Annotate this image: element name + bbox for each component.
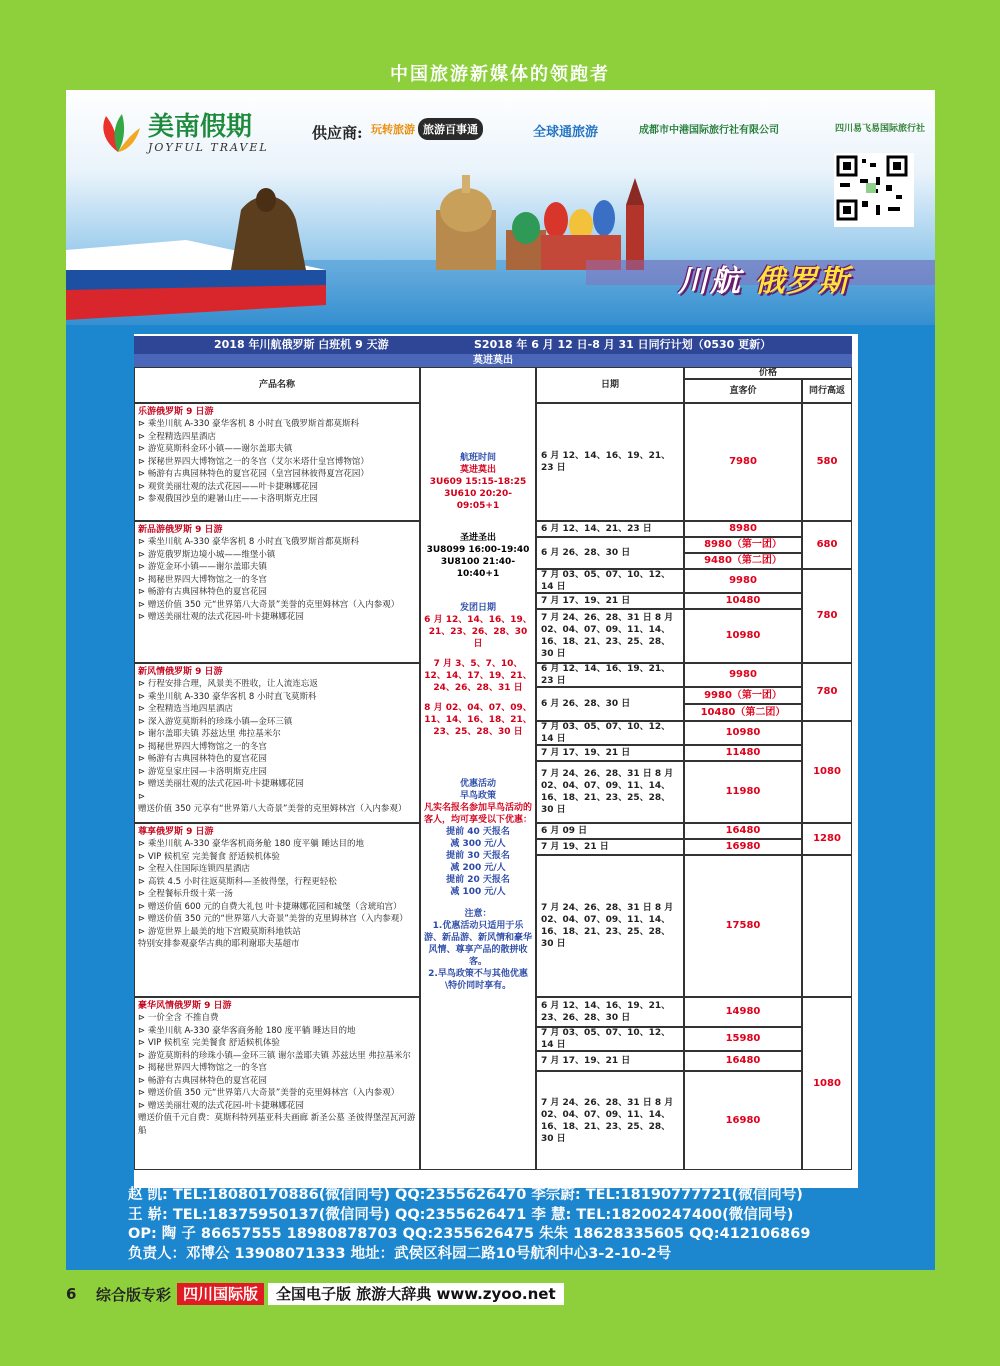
direct-price: 15980 xyxy=(684,1027,802,1051)
bullet-icon: ⊳ xyxy=(138,456,148,467)
flight-title: 航班时间 xyxy=(459,453,496,463)
product-item: ⊳ 行程安排合理，风景美不胜收，让人流连忘返 xyxy=(138,679,318,689)
bullet-icon: ⊳ xyxy=(138,679,148,689)
bullet-icon: ⊳ xyxy=(138,599,148,610)
direct-price: 11480 xyxy=(684,745,802,761)
bullet-icon: ⊳ xyxy=(138,741,148,752)
promo-discount: 减 300 元/人 xyxy=(450,839,506,849)
agent-rebate: 780 xyxy=(802,663,852,721)
agent-rebate: 580 xyxy=(802,403,852,521)
flight-route: 圣进圣出 xyxy=(459,533,496,543)
direct-price: 10480（第二团） xyxy=(684,704,802,721)
flight-route: 莫进莫出 xyxy=(459,465,496,475)
product-item: ⊳ 赠送价值 350 元“世界第八大奇景”美誉的克里姆林宫（入内参观） xyxy=(138,1088,400,1098)
product-item: ⊳ 游览金环小镇——谢尔盖耶夫镇 xyxy=(138,562,267,572)
product-item: ⊳ 畅游有古典园林特色的夏宫花园（皇宫园林彼得夏宫花园） xyxy=(138,469,369,479)
product-item: ⊳ 全程精选当地四星酒店 xyxy=(138,704,233,714)
page-footer xyxy=(66,1283,564,1305)
table-title-bar xyxy=(134,336,852,354)
bullet-icon: ⊳ xyxy=(138,1063,148,1073)
bullet-icon: ⊳ xyxy=(138,574,148,585)
bullet-icon: ⊳ xyxy=(138,1013,148,1023)
agent-rebate: 1280 xyxy=(802,823,852,855)
date-cell: 7 月 17、19、21 日 xyxy=(536,745,684,761)
leaf-logo-icon xyxy=(96,112,142,154)
product-item: ⊳ 参观俄国沙皇的避暑山庄——卡洛明斯克庄园 xyxy=(138,494,318,504)
bullet-icon: ⊳ xyxy=(138,549,148,560)
departure-title: 发团日期 xyxy=(459,603,496,613)
direct-price: 9980 xyxy=(684,663,802,687)
date-cell: 6 月 09 日 xyxy=(536,823,684,839)
product-item: ⊳ 一价全含 不推自费 xyxy=(138,1013,219,1023)
product-item: ⊳ 全程入住国际连锁四星酒店 xyxy=(138,864,250,874)
bullet-icon: ⊳ xyxy=(138,1088,148,1098)
ad-frame xyxy=(66,90,935,1270)
col-header-date: 日期 xyxy=(536,367,684,403)
note-text: 2.早鸟政策不与其他优惠\特价同时享有。 xyxy=(428,969,528,991)
product-name: 乐游俄罗斯 9 日游 xyxy=(138,407,214,417)
contact-line: 赵 凯: TEL:18080170886(微信同号) QQ:2355626470 李宗蔚: TEL:18190777721(微信同号) xyxy=(128,1187,803,1203)
supplier-label: 供应商: xyxy=(312,124,363,142)
bullet-icon: ⊳ xyxy=(138,791,146,802)
product-item: ⊳ 揭秘世界四大博物馆之一的冬宫 xyxy=(138,574,267,585)
flight-info-column xyxy=(420,367,536,1170)
product-name: 尊享俄罗斯 9 日游 xyxy=(138,827,214,837)
col-header-direct: 直客价 xyxy=(684,379,802,403)
product-item: ⊳ 乘坐川航 A-330 豪华客机 8 小时直飞莫斯科 xyxy=(138,691,317,702)
product-item: ⊳ 赠送美丽壮观的法式花园-叶卡捷琳娜花园 xyxy=(138,1100,304,1111)
date-cell: 7 月 24、26、28、31 日 8 月 02、04、07、09、11、14、16、18、21、23、25、28、30 日 xyxy=(536,761,684,823)
contact-line: 王 崭: TEL:18375950137(微信同号) QQ:2355626471 李 慧: TEL:18200247400(微信同号) xyxy=(128,1206,794,1223)
product-item: ⊳ 游览皇家庄园—卡洛明斯克庄园 xyxy=(138,766,267,777)
date-cell: 7 月 19、21 日 xyxy=(536,839,684,855)
bullet-icon: ⊳ xyxy=(138,562,148,572)
bullet-icon: ⊳ xyxy=(138,419,148,429)
contact-block xyxy=(66,1186,935,1264)
departure-dates: 6 月 12、14、16、19、21、23、26、28、30 日 xyxy=(424,615,532,649)
product-item: ⊳ 全程精选四星酒店 xyxy=(138,431,216,442)
date-cell: 6 月 12、14、16、19、21、23、26、28、30 日 xyxy=(536,997,684,1027)
bullet-icon: ⊳ xyxy=(138,766,148,777)
route-title-airline: 川航 xyxy=(678,264,742,299)
banner xyxy=(66,90,935,325)
product-item: ⊳ 赠送美丽壮观的法式花园-叶卡捷琳娜花园 xyxy=(138,612,304,622)
flight-number: 3U610 20:20-09:05+1 xyxy=(444,489,512,511)
product-cell xyxy=(134,663,420,823)
product-item: ⊳ 乘坐川航 A-330 豪华客商务舱 180 度平躺 睡达目的地 xyxy=(138,1025,356,1036)
route-title xyxy=(678,256,850,300)
product-cell xyxy=(134,997,420,1170)
product-item: ⊳ 游览俄罗斯边境小城——维堡小镇 xyxy=(138,549,276,560)
bullet-icon: ⊳ xyxy=(138,754,148,764)
date-cell: 6 月 12、14、16、19、21、23 日 xyxy=(536,663,684,687)
page-number: 6 xyxy=(66,1285,77,1303)
date-cell: 7 月 24、26、28、31 日 8 月 02、04、07、09、11、14、16、18、21、23、25、28、30 日 xyxy=(536,1071,684,1170)
footer-site[interactable]: 全国电子版 旅游大辞典 www.zyoo.net xyxy=(268,1283,564,1305)
bullet-icon: ⊳ xyxy=(138,431,148,442)
bullet-icon: ⊳ xyxy=(138,704,148,714)
date-cell: 7 月 17、19、21 日 xyxy=(536,593,684,609)
supplier-logo: 全球通旅游 xyxy=(533,125,599,140)
bullet-icon: ⊳ xyxy=(138,851,148,862)
agent-rebate: 780 xyxy=(802,569,852,663)
supplier-logo: 四川易飞易国际旅行社 xyxy=(835,124,926,134)
product-item: ⊳ 畅游有古典园林特色的夏宫花园 xyxy=(138,587,267,597)
product-cell xyxy=(134,823,420,997)
date-cell: 6 月 12、14、21、23 日 xyxy=(536,521,684,537)
date-cell: 6 月 26、28、30 日 xyxy=(536,537,684,569)
direct-price: 11980 xyxy=(684,761,802,823)
product-item: ⊳ 游览世界上最美的地下宫殿莫斯科地铁站 xyxy=(138,926,301,937)
product-item: ⊳ 深入游览莫斯科的珍珠小镇—金环三镇 xyxy=(138,716,293,727)
bullet-icon: ⊳ xyxy=(138,444,148,454)
direct-price: 7980 xyxy=(684,403,802,521)
date-cell: 7 月 03、05、07、10、12、14 日 xyxy=(536,569,684,593)
agent-rebate: 1080 xyxy=(802,721,852,823)
flight-number: 3U609 15:15-18:25 xyxy=(429,477,527,487)
product-item: ⊳ 畅游有古典园林特色的夏宫花园 xyxy=(138,1075,267,1086)
product-item: ⊳ 观赏美丽壮观的法式花园——叶卡捷琳娜花园 xyxy=(138,481,318,492)
date-cell: 6 月 12、14、16、19、21、23 日 xyxy=(536,403,684,521)
bullet-icon: ⊳ xyxy=(138,926,148,937)
product-item: 特别安排参观豪华古典的耶利谢耶夫基超市 xyxy=(138,939,300,949)
flight-number: 3U8100 21:40-10:40+1 xyxy=(440,557,516,579)
product-item: ⊳ 赠送价值 600 元的自费大礼包 叶卡捷琳娜花园和城堡（含琥珀宫） xyxy=(138,901,402,912)
date-cell: 6 月 26、28、30 日 xyxy=(536,687,684,721)
col-header-price: 价格 xyxy=(684,367,852,379)
col-header-agent: 同行高返 xyxy=(802,379,852,403)
product-name: 新风情俄罗斯 9 日游 xyxy=(138,667,223,677)
product-item: ⊳ 赠送美丽壮观的法式花园-叶卡捷琳娜花园 xyxy=(138,779,304,789)
table-title-right: S2018 年 6 月 12 日-8 月 31 日同行计划（0530 更新） xyxy=(474,338,772,351)
footer-section: 综合版专彩 xyxy=(96,1285,172,1304)
route-title-country: 俄罗斯 xyxy=(754,264,851,299)
promo-rule: 提前 20 天报名 xyxy=(446,875,510,885)
direct-price: 16980 xyxy=(684,1071,802,1170)
departure-dates: 7 月 3、5、7、10、12、14、17、19、21、24、26、28、31 日 xyxy=(424,659,532,693)
promo-discount: 减 200 元/人 xyxy=(450,863,506,873)
bullet-icon: ⊳ xyxy=(138,864,148,874)
promo-subtitle: 早鸟政策 xyxy=(459,791,496,801)
direct-price: 16980 xyxy=(684,839,802,855)
contact-line: 负责人：邓博公 13908071333 地址：武侯区科园二路10号航利中心3-2-10-2号 xyxy=(128,1245,672,1262)
direct-price: 14980 xyxy=(684,997,802,1027)
date-cell: 7 月 17、19、21 日 xyxy=(536,1051,684,1071)
brand-name-cn: 美南假期 xyxy=(148,111,253,142)
promo-rule: 提前 30 天报名 xyxy=(446,851,510,861)
promo-rule: 提前 40 天报名 xyxy=(446,827,510,837)
bullet-icon: ⊳ xyxy=(138,1038,148,1048)
direct-price: 10980 xyxy=(684,721,802,745)
bullet-icon: ⊳ xyxy=(138,914,148,924)
bullet-icon: ⊳ xyxy=(138,691,148,702)
promo-title: 优惠活动 xyxy=(459,779,496,789)
direct-price: 16480 xyxy=(684,1051,802,1071)
bullet-icon: ⊳ xyxy=(138,1075,148,1086)
product-item: ⊳ 赠送价值 350 元“世界第八大奇景”美誉的克里姆林宫（入内参观） xyxy=(138,599,400,610)
note-text: 1.优惠活动只适用于乐游、新品游、新风情和豪华风情、尊享产品的散拼收客。 xyxy=(424,921,533,967)
direct-price: 10980 xyxy=(684,609,802,663)
product-item: ⊳ 乘坐川航 A-330 豪华客机 8 小时直飞俄罗斯首都莫斯科 xyxy=(138,419,359,429)
date-cell: 7 月 03、05、07、10、12、14 日 xyxy=(536,1027,684,1051)
date-cell: 7 月 24、26、28、31 日 8 月 02、04、07、09、11、14、16、18、21、23、25、28、30 日 xyxy=(536,609,684,663)
product-item: ⊳ 乘坐川航 A-330 豪华客机商务舱 180 度平躺 睡达目的地 xyxy=(138,839,364,849)
page-tagline: 中国旅游新媒体的领跑者 xyxy=(390,64,610,85)
bullet-icon: ⊳ xyxy=(138,901,148,912)
product-item: ⊳ 游览莫斯科金环小镇——谢尔盖耶夫镇 xyxy=(138,444,293,454)
bullet-icon: ⊳ xyxy=(138,779,148,789)
bullet-icon: ⊳ xyxy=(138,839,148,849)
bullet-icon: ⊳ xyxy=(138,612,148,622)
note-title: 注意： xyxy=(464,909,492,919)
price-table xyxy=(134,334,858,1188)
bullet-icon: ⊳ xyxy=(138,481,148,492)
bullet-icon: ⊳ xyxy=(138,537,148,547)
direct-price: 9980（第一团） xyxy=(684,687,802,704)
bullet-icon: ⊳ xyxy=(138,729,148,739)
direct-price: 17580 xyxy=(684,855,802,997)
flight-number: 3U8099 16:00-19:40 xyxy=(426,545,530,555)
product-name: 新品游俄罗斯 9 日游 xyxy=(138,525,223,535)
direct-price: 9980 xyxy=(684,569,802,593)
contact-line: OP: 陶 子 86657555 18980878703 QQ:2355626475 朱朱 18628335605 QQ:412106869 xyxy=(128,1226,811,1242)
product-item: ⊳ 赠送价值 350 元享有“世界第八大奇景”美誉的克里姆林宫（入内参观） xyxy=(138,791,407,814)
product-item: 赠送价值千元自费：莫斯科特列基亚科夫画廊 新圣公墓 圣彼得堡涅瓦河游船 xyxy=(138,1113,416,1136)
direct-price: 8980 xyxy=(684,521,802,537)
date-cell: 7 月 24、26、28、31 日 8 月 02、04、07、09、11、14、16、18、21、23、25、28、30 日 xyxy=(536,855,684,997)
moscow-skyline-icon xyxy=(66,170,935,325)
table-title-left: 2018 年川航俄罗斯 白班机 9 天游 xyxy=(214,338,389,351)
supplier-logo: 玩转旅游 xyxy=(371,123,415,136)
direct-price: 8980（第一团） xyxy=(684,537,802,553)
bullet-icon: ⊳ xyxy=(138,1050,148,1061)
direct-price: 9480（第二团） xyxy=(684,553,802,569)
product-cell xyxy=(134,403,420,521)
brand-logo xyxy=(96,112,269,154)
product-item: ⊳ VIP 候机室 完美餐食 舒适候机体验 xyxy=(138,851,280,862)
product-item: ⊳ 游览莫斯科的珍珠小镇—金环三镇 谢尔盖耶夫镇 苏兹达里 弗拉基米尔 xyxy=(138,1050,411,1061)
departure-dates: 8 月 02、04、07、09、11、14、16、18、21、23、25、28、30 日 xyxy=(424,703,532,737)
bullet-icon: ⊳ xyxy=(138,876,148,887)
agent-rebate: 1080 xyxy=(802,997,852,1170)
bullet-icon: ⊳ xyxy=(138,1025,148,1036)
bullet-icon: ⊳ xyxy=(138,587,148,597)
promo-discount: 减 100 元/人 xyxy=(450,887,506,897)
direct-price: 16480 xyxy=(684,823,802,839)
date-cell: 7 月 03、05、07、10、12、14 日 xyxy=(536,721,684,745)
product-cell xyxy=(134,521,420,663)
bullet-icon: ⊳ xyxy=(138,1100,148,1111)
supplier-logo: 旅游百事通 xyxy=(418,118,483,140)
bullet-icon: ⊳ xyxy=(138,716,148,727)
product-item: ⊳ 揭秘世界四大博物馆之一的冬宫 xyxy=(138,1063,267,1073)
brand-name-en: JOYFUL TRAVEL xyxy=(148,140,269,154)
product-item: ⊳ 乘坐川航 A-330 豪华客机 8 小时直飞俄罗斯首都莫斯科 xyxy=(138,537,359,547)
agent-rebate-empty xyxy=(802,855,852,997)
product-item: ⊳ 探秘世界四大博物馆之一的冬宫（艾尔米塔什皇宫博物馆） xyxy=(138,456,369,467)
bullet-icon: ⊳ xyxy=(138,889,148,899)
agent-rebate: 680 xyxy=(802,521,852,569)
promo-desc: 凡实名报名参加早鸟活动的客人，均可享受以下优惠： xyxy=(424,803,533,825)
col-header-product: 产品名称 xyxy=(134,367,420,403)
product-name: 豪华风情俄罗斯 9 日游 xyxy=(138,1001,232,1011)
product-item: ⊳ 揭秘世界四大博物馆之一的冬宫 xyxy=(138,741,267,752)
product-item: ⊳ 高铁 4.5 小时往返莫斯科—圣彼得堡，行程更轻松 xyxy=(138,876,337,887)
supplier-logo: 成都市中港国际旅行社有限公司 xyxy=(639,125,779,136)
bullet-icon: ⊳ xyxy=(138,469,148,479)
product-item: ⊳ VIP 候机室 完美餐食 舒适候机体验 xyxy=(138,1038,280,1048)
footer-edition: 四川国际版 xyxy=(177,1283,264,1305)
direct-price: 10480 xyxy=(684,593,802,609)
product-item: ⊳ 全程餐标升级十菜一汤 xyxy=(138,889,233,899)
table-subtitle: 莫进莫出 xyxy=(134,354,852,367)
product-item: ⊳ 赠送价值 350 元的“世界第八大奇景”美誉的克里姆林宫（入内参观） xyxy=(138,914,408,924)
bullet-icon: ⊳ xyxy=(138,494,148,504)
product-item: ⊳ 谢尔盖耶夫镇 苏兹达里 弗拉基米尔 xyxy=(138,729,281,739)
product-item: ⊳ 畅游有古典园林特色的夏宫花园 xyxy=(138,754,267,764)
